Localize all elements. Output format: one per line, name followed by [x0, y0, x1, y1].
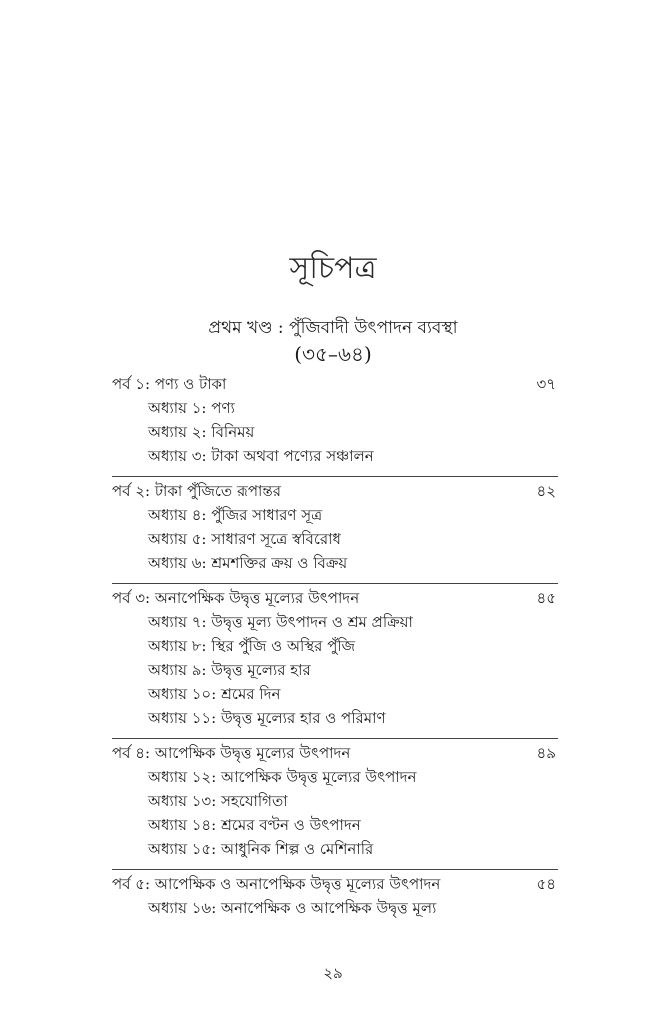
- chapter-title: অধ্যায় ৭: উদ্বৃত্ত মূল্য উৎপাদন ও শ্রম প্রক্রিয়া: [148, 613, 413, 631]
- chapter-title: অধ্যায় ১৪: শ্রমের বণ্টন ও উৎপাদন: [148, 816, 361, 834]
- chapter-entry: [112, 503, 558, 527]
- chapter-title: অধ্যায় ১৬: অনাপেক্ষিক ও আপেক্ষিক উদ্বৃত্ত মূল্য: [148, 899, 437, 917]
- chapter-title: অধ্যায় ১৩: সহযোগিতা: [148, 792, 288, 810]
- chapter-entry: [112, 658, 558, 682]
- section-page-number: ৪৫: [536, 589, 556, 607]
- section-entry: [112, 479, 558, 503]
- section-title: পর্ব ২: টাকা পুঁজিতে রূপান্তর: [112, 482, 281, 500]
- chapter-entry: [112, 444, 558, 468]
- toc-section: [112, 583, 558, 730]
- chapter-title: অধ্যায় ১২: আপেক্ষিক উদ্বৃত্ত মূল্যের উৎপাদন: [148, 768, 417, 786]
- toc-section: [112, 869, 558, 920]
- section-title: পর্ব ১: পণ্য ও টাকা: [112, 375, 227, 393]
- chapter-title: অধ্যায় ৩: টাকা অথবা পণ্যের সঞ্চালন: [148, 447, 374, 465]
- part-page-range: (৩৫–৬৪): [294, 342, 372, 366]
- part-title: প্রথম খণ্ড : পুঁজিবাদী উৎপাদন ব্যবস্থা: [208, 318, 458, 338]
- chapter-title: অধ্যায় ৫: সাধারণ সূত্রে স্ববিরোধ: [148, 530, 341, 548]
- section-entry: [112, 872, 558, 896]
- chapter-entry: [112, 551, 558, 575]
- chapter-title: অধ্যায় ১৫: আধুনিক শিল্প ও মেশিনারি: [148, 840, 374, 858]
- toc-section: [112, 476, 558, 575]
- chapter-title: অধ্যায় ১: পণ্য: [148, 399, 235, 417]
- chapter-entry: [112, 610, 558, 634]
- chapter-entry: [112, 813, 558, 837]
- page-number: ২৯: [323, 964, 343, 982]
- chapter-entry: [112, 682, 558, 706]
- toc-section: [112, 370, 558, 468]
- chapter-entry: [112, 527, 558, 551]
- chapter-title: অধ্যায় ২: বিনিময়: [148, 423, 255, 441]
- chapter-entry: [112, 789, 558, 813]
- chapter-entry: [112, 706, 558, 730]
- section-page-number: ৪৯: [536, 744, 556, 762]
- toc-section: [112, 738, 558, 861]
- chapter-entry: [112, 634, 558, 658]
- chapter-title: অধ্যায় ৪: পুঁজির সাধারণ সূত্র: [148, 506, 323, 524]
- table-of-contents: [112, 370, 558, 928]
- chapter-entry: [112, 765, 558, 789]
- chapter-title: অধ্যায় ৮: স্থির পুঁজি ও অস্থির পুঁজি: [148, 637, 356, 655]
- chapter-title: অধ্যায় ১০: শ্রমের দিন: [148, 685, 281, 703]
- page-title: সূচিপত্র: [289, 251, 377, 286]
- section-entry: [112, 741, 558, 765]
- chapter-title: অধ্যায় ৬: শ্রমশক্তির ক্রয় ও বিক্রয়: [148, 554, 348, 572]
- section-title: পর্ব ৪: আপেক্ষিক উদ্বৃত্ত মূল্যের উৎপাদন: [112, 744, 351, 762]
- chapter-title: অধ্যায় ১১: উদ্বৃত্ত মূল্যের হার ও পরিমাণ: [148, 709, 386, 727]
- section-page-number: ৫৪: [536, 875, 556, 893]
- chapter-entry: [112, 896, 558, 920]
- chapter-entry: [112, 396, 558, 420]
- section-page-number: ৪২: [536, 482, 556, 500]
- chapter-entry: [112, 837, 558, 861]
- chapter-entry: [112, 420, 558, 444]
- section-entry: [112, 586, 558, 610]
- chapter-title: অধ্যায় ৯: উদ্বৃত্ত মূল্যের হার: [148, 661, 311, 679]
- section-title: পর্ব ৩: অনাপেক্ষিক উদ্বৃত্ত মূল্যের উৎপাদন: [112, 589, 360, 607]
- section-page-number: ৩৭: [536, 375, 556, 393]
- section-entry: [112, 372, 558, 396]
- section-title: পর্ব ৫: আপেক্ষিক ও অনাপেক্ষিক উদ্বৃত্ত মূল্যের উৎপাদন: [112, 875, 441, 893]
